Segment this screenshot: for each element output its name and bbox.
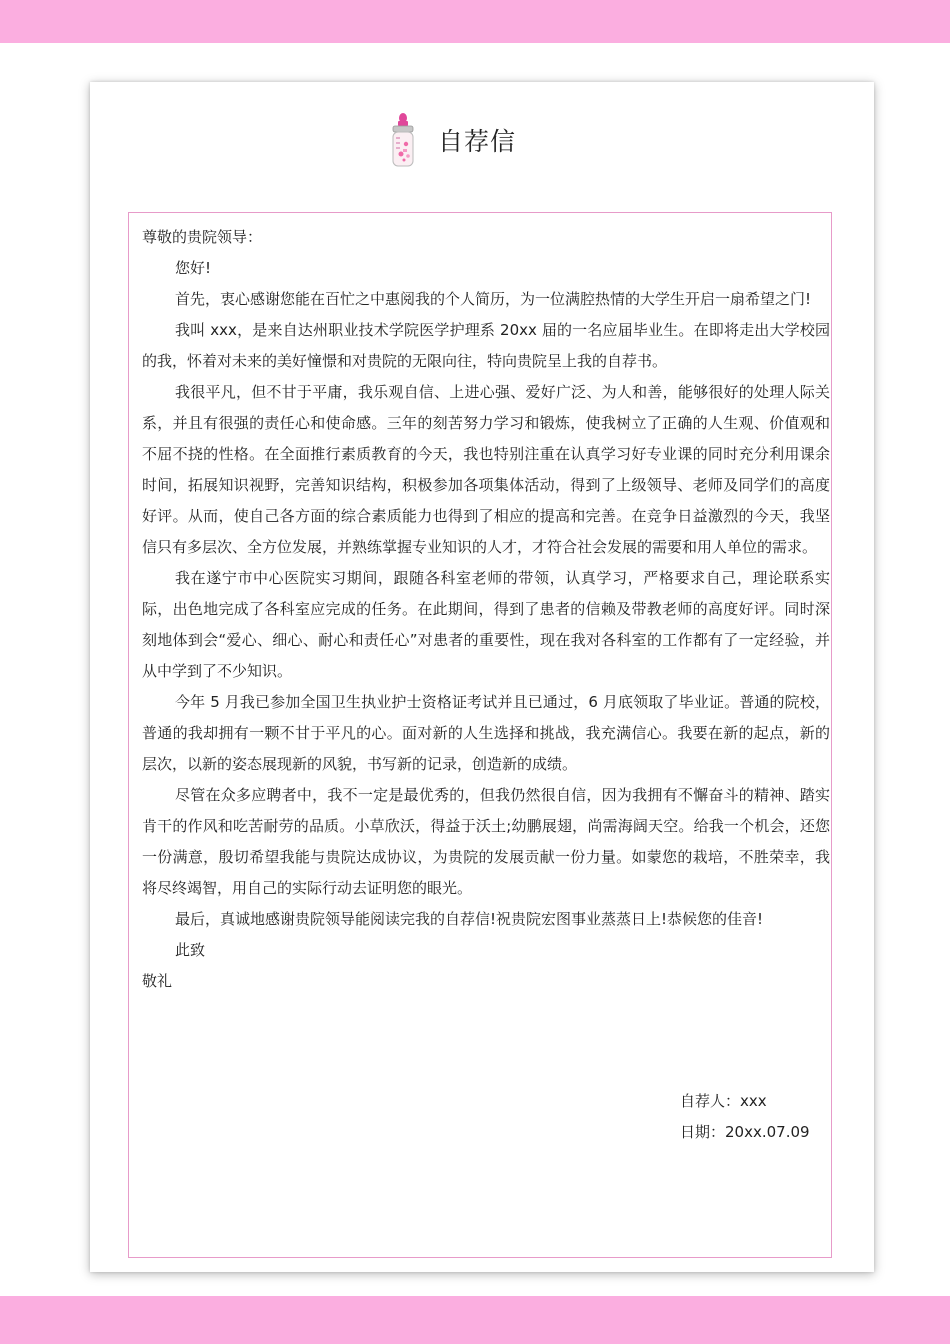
bottom-color-band	[0, 1296, 950, 1344]
baby-bottle-icon	[388, 112, 418, 168]
page-title: 自荐信	[438, 127, 517, 156]
paragraph: 首先，衷心感谢您能在百忙之中惠阅我的个人简历，为一位满腔热情的大学生开启一扇希望之门!	[175, 290, 812, 308]
letter-header	[388, 112, 516, 168]
closing: 此致	[175, 941, 206, 959]
date: 日期：20xx.07.09	[680, 1123, 810, 1141]
top-color-band	[0, 0, 950, 43]
paragraph: 今年 5 月我已参加全国卫生执业护士资格证考试并且已通过，6 月底领取了毕业证。普通的院校，普通的我却拥有一颗不甘于平凡的心。面对新的人生选择和挑战，我充满信心。我要在新的起点，新的层次，以新的姿态展现新的风貌，书写新的记录，创造新的成绩。	[142, 693, 830, 773]
greeting: 您好!	[175, 259, 212, 277]
letter-body	[142, 222, 830, 997]
paragraph: 我很平凡，但不甘于平庸，我乐观自信、上进心强、爱好广泛、为人和善，能够很好的处理人际关系，并且有很强的责任心和使命感。三年的刻苦努力学习和锻炼，使我树立了正确的人生观、价值观和不屈不挠的性格。在全面推行素质教育的今天，我也特别注重在认真学习好专业课的同时充分利用课余时间，拓展知识视野，完善知识结构，积极参加各项集体活动，得到了上级领导、老师及同学们的高度好评。从而，使自己各方面的综合素质能力也得到了相应的提高和完善。在竞争日益激烈的今天，我坚信只有多层次、全方位发展，并熟练掌握专业知识的人才，才符合社会发展的需要和用人单位的需求。	[142, 383, 830, 556]
regards: 敬礼	[142, 972, 173, 990]
paragraph: 尽管在众多应聘者中，我不一定是最优秀的，但我仍然很自信，因为我拥有不懈奋斗的精神、踏实肯干的作风和吃苦耐劳的品质。小草欣沃，得益于沃土;幼鹏展翅，尚需海阔天空。给我一个机会，还您一份满意，殷切希望我能与贵院达成协议，为贵院的发展贡献一份力量。如蒙您的栽培，不胜荣幸，我将尽终竭智，用自己的实际行动去证明您的眼光。	[142, 786, 830, 897]
salutation: 尊敬的贵院领导：	[142, 228, 263, 246]
signature-block	[680, 1086, 810, 1148]
signature: 自荐人：xxx	[680, 1092, 767, 1110]
paragraph: 我在遂宁市中心医院实习期间，跟随各科室老师的带领，认真学习，严格要求自己，理论联系实际，出色地完成了各科室应完成的任务。在此期间，得到了患者的信赖及带教老师的高度好评。同时深刻地体到会“爱心、细心、耐心和责任心”对患者的重要性，现在我对各科室的工作都有了一定经验，并从中学到了不少知识。	[142, 569, 830, 680]
paragraph: 最后，真诚地感谢贵院领导能阅读完我的自荐信!祝贵院宏图事业蒸蒸日上!恭候您的佳音!	[175, 910, 764, 928]
paragraph: 我叫 xxx，是来自达州职业技术学院医学护理系 20xx 届的一名应届毕业生。在即将走出大学校园的我，怀着对未来的美好憧憬和对贵院的无限向往，特向贵院呈上我的自荐书。	[142, 321, 830, 370]
